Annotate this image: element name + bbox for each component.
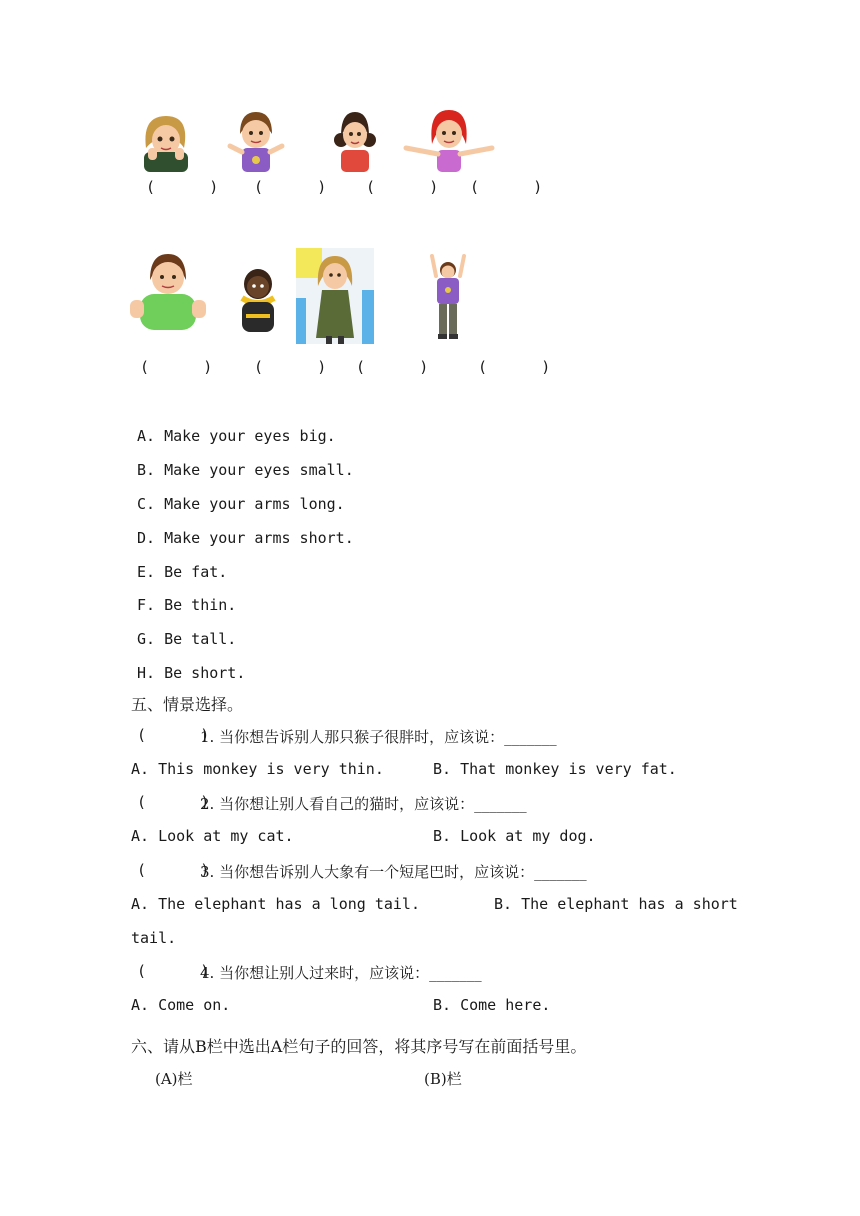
- option-g: G. Be tall.: [137, 630, 237, 648]
- question-2-option-b: B. Look at my dog.: [433, 827, 596, 845]
- picture-boy-shrugging: [226, 108, 286, 172]
- question-1-option-b: B. That monkey is very fat.: [433, 760, 677, 778]
- option-e: E. Be fat.: [137, 563, 228, 581]
- picture-boy-fat: [130, 250, 206, 336]
- section-5-title: 五、情景选择。: [131, 695, 244, 714]
- question-2-stem: 2. 当你想让别人看自己的猫时，应该说：_______: [200, 795, 527, 813]
- option-b: B. Make your eyes small.: [137, 461, 354, 479]
- picture-girl-big-eyes: [134, 108, 198, 172]
- answer-bracket-row2-3[interactable]: ( ): [356, 358, 429, 376]
- answer-bracket-row2-2[interactable]: ( ): [254, 358, 327, 376]
- picture-boy-tall: [428, 254, 468, 340]
- question-2-option-a: A. Look at my cat.: [131, 827, 294, 845]
- picture-boy-short: [232, 262, 284, 336]
- column-a-header: (A)栏: [155, 1070, 193, 1088]
- option-f: F. Be thin.: [137, 596, 237, 614]
- answer-bracket-row2-1[interactable]: ( ): [140, 358, 213, 376]
- question-4-bracket[interactable]: ( ): [137, 962, 210, 980]
- question-3-option-b: B. The elephant has a short: [494, 895, 738, 913]
- answer-bracket-row1-1[interactable]: ( ): [146, 178, 219, 196]
- picture-girl-tall-thin: [296, 248, 374, 344]
- picture-girl-arms-long: [402, 104, 496, 172]
- option-h: H. Be short.: [137, 664, 246, 682]
- question-3-bracket[interactable]: ( ): [137, 861, 210, 879]
- answer-bracket-row1-2[interactable]: ( ): [254, 178, 327, 196]
- question-4-option-b: B. Come here.: [433, 996, 551, 1014]
- option-a: A. Make your eyes big.: [137, 427, 336, 445]
- section-6-title: 六、请从B栏中选出A栏句子的回答，将其序号写在前面括号里。: [131, 1037, 587, 1056]
- answer-bracket-row1-4[interactable]: ( ): [470, 178, 543, 196]
- option-c: C. Make your arms long.: [137, 495, 345, 513]
- question-3-option-a: A. The elephant has a long tail.: [131, 895, 420, 913]
- option-d: D. Make your arms short.: [137, 529, 354, 547]
- question-1-stem: 1. 当你想告诉别人那只猴子很胖时，应该说：_______: [200, 728, 557, 746]
- question-3-option-b-continued: tail.: [131, 929, 177, 947]
- question-3-stem: 3. 当你想告诉别人大象有一个短尾巴时，应该说：_______: [200, 863, 587, 881]
- answer-bracket-row1-3[interactable]: ( ): [366, 178, 439, 196]
- column-b-header: (B)栏: [424, 1070, 462, 1088]
- question-4-option-a: A. Come on.: [131, 996, 231, 1014]
- question-2-bracket[interactable]: ( ): [137, 793, 210, 811]
- question-4-stem: 4. 当你想让别人过来时，应该说：_______: [200, 964, 482, 982]
- answer-bracket-row2-4[interactable]: ( ): [478, 358, 551, 376]
- question-1-bracket[interactable]: ( ): [137, 726, 210, 744]
- picture-girl-pigtails: [332, 108, 378, 172]
- question-1-option-a: A. This monkey is very thin.: [131, 760, 384, 778]
